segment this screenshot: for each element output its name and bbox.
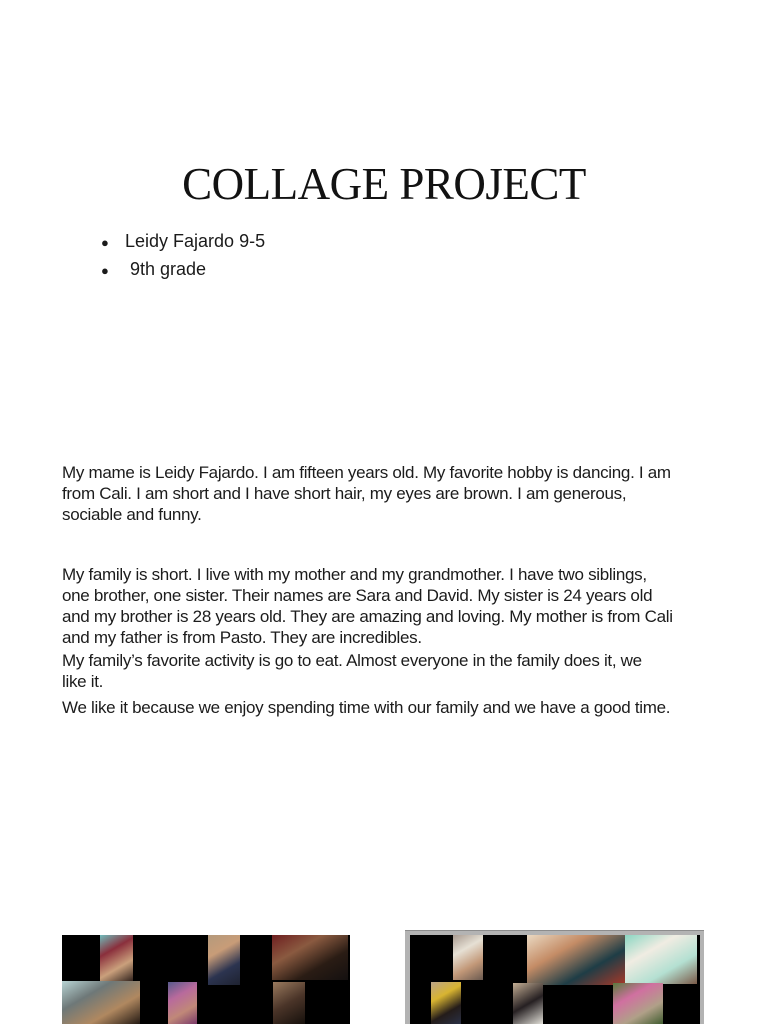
body-text-line: My mame is Leidy Fajardo. I am fifteen years old. My favorite hobby is dancing. I am <box>62 463 671 482</box>
bullet-item-grade <box>101 259 265 287</box>
photo-group-outdoors <box>613 983 663 1024</box>
bullet-item-author <box>101 231 265 259</box>
body-text-line: We like it because we enjoy spending time with our family and we have a good time. <box>62 698 671 717</box>
paragraph-favorite-activity <box>62 650 762 692</box>
bullet-list <box>101 231 265 287</box>
photo-collage-right <box>410 935 700 1024</box>
photo-collage-right-frame <box>405 930 704 1024</box>
bullet-dot-icon: ● <box>101 235 109 250</box>
photo-collage-left <box>62 935 350 1024</box>
body-text-line: like it. <box>62 672 104 691</box>
body-text-line: one brother, one sister. Their names are Sara and David. My sister is 24 years old <box>62 586 653 605</box>
photo-girl-white-top <box>453 935 483 980</box>
page-title: COLLAGE PROJECT <box>182 159 586 209</box>
body-text-line: My family is short. I live with my mother and my grandmother. I have two siblings, <box>62 565 647 584</box>
photo-flower-crown <box>431 982 461 1024</box>
paragraph-family <box>62 564 762 648</box>
body-text-line: from Cali. I am short and I have short hair, my eyes are brown. I am generous, <box>62 484 627 503</box>
bullet-label: Leidy Fajardo 9-5 <box>125 231 266 251</box>
body-text-line: and my father is from Pasto. They are incredibles. <box>62 628 422 647</box>
photo-couple <box>272 935 348 980</box>
paragraph-why-we-like-it <box>62 697 762 718</box>
photo-girl-glasses <box>100 935 133 981</box>
bullet-dot-icon: ● <box>101 263 109 278</box>
body-text-line: My family’s favorite activity is go to eat. Almost everyone in the family does it, we <box>62 651 642 670</box>
body-text-line: sociable and funny. <box>62 505 202 524</box>
photo-girl-navy-top <box>208 935 240 985</box>
photo-mint-dress <box>625 935 697 984</box>
photo-big-selfie <box>527 935 625 985</box>
body-text-line: and my brother is 28 years old. They are amazing and loving. My mother is from Cali <box>62 607 673 626</box>
photo-family-pair <box>62 981 140 1024</box>
photo-girl-white-2 <box>513 983 543 1024</box>
bullet-label: 9th grade <box>130 259 207 279</box>
paragraph-about-me <box>62 462 762 525</box>
photo-person-dark <box>273 982 305 1024</box>
photo-selfie-pink <box>168 982 197 1024</box>
